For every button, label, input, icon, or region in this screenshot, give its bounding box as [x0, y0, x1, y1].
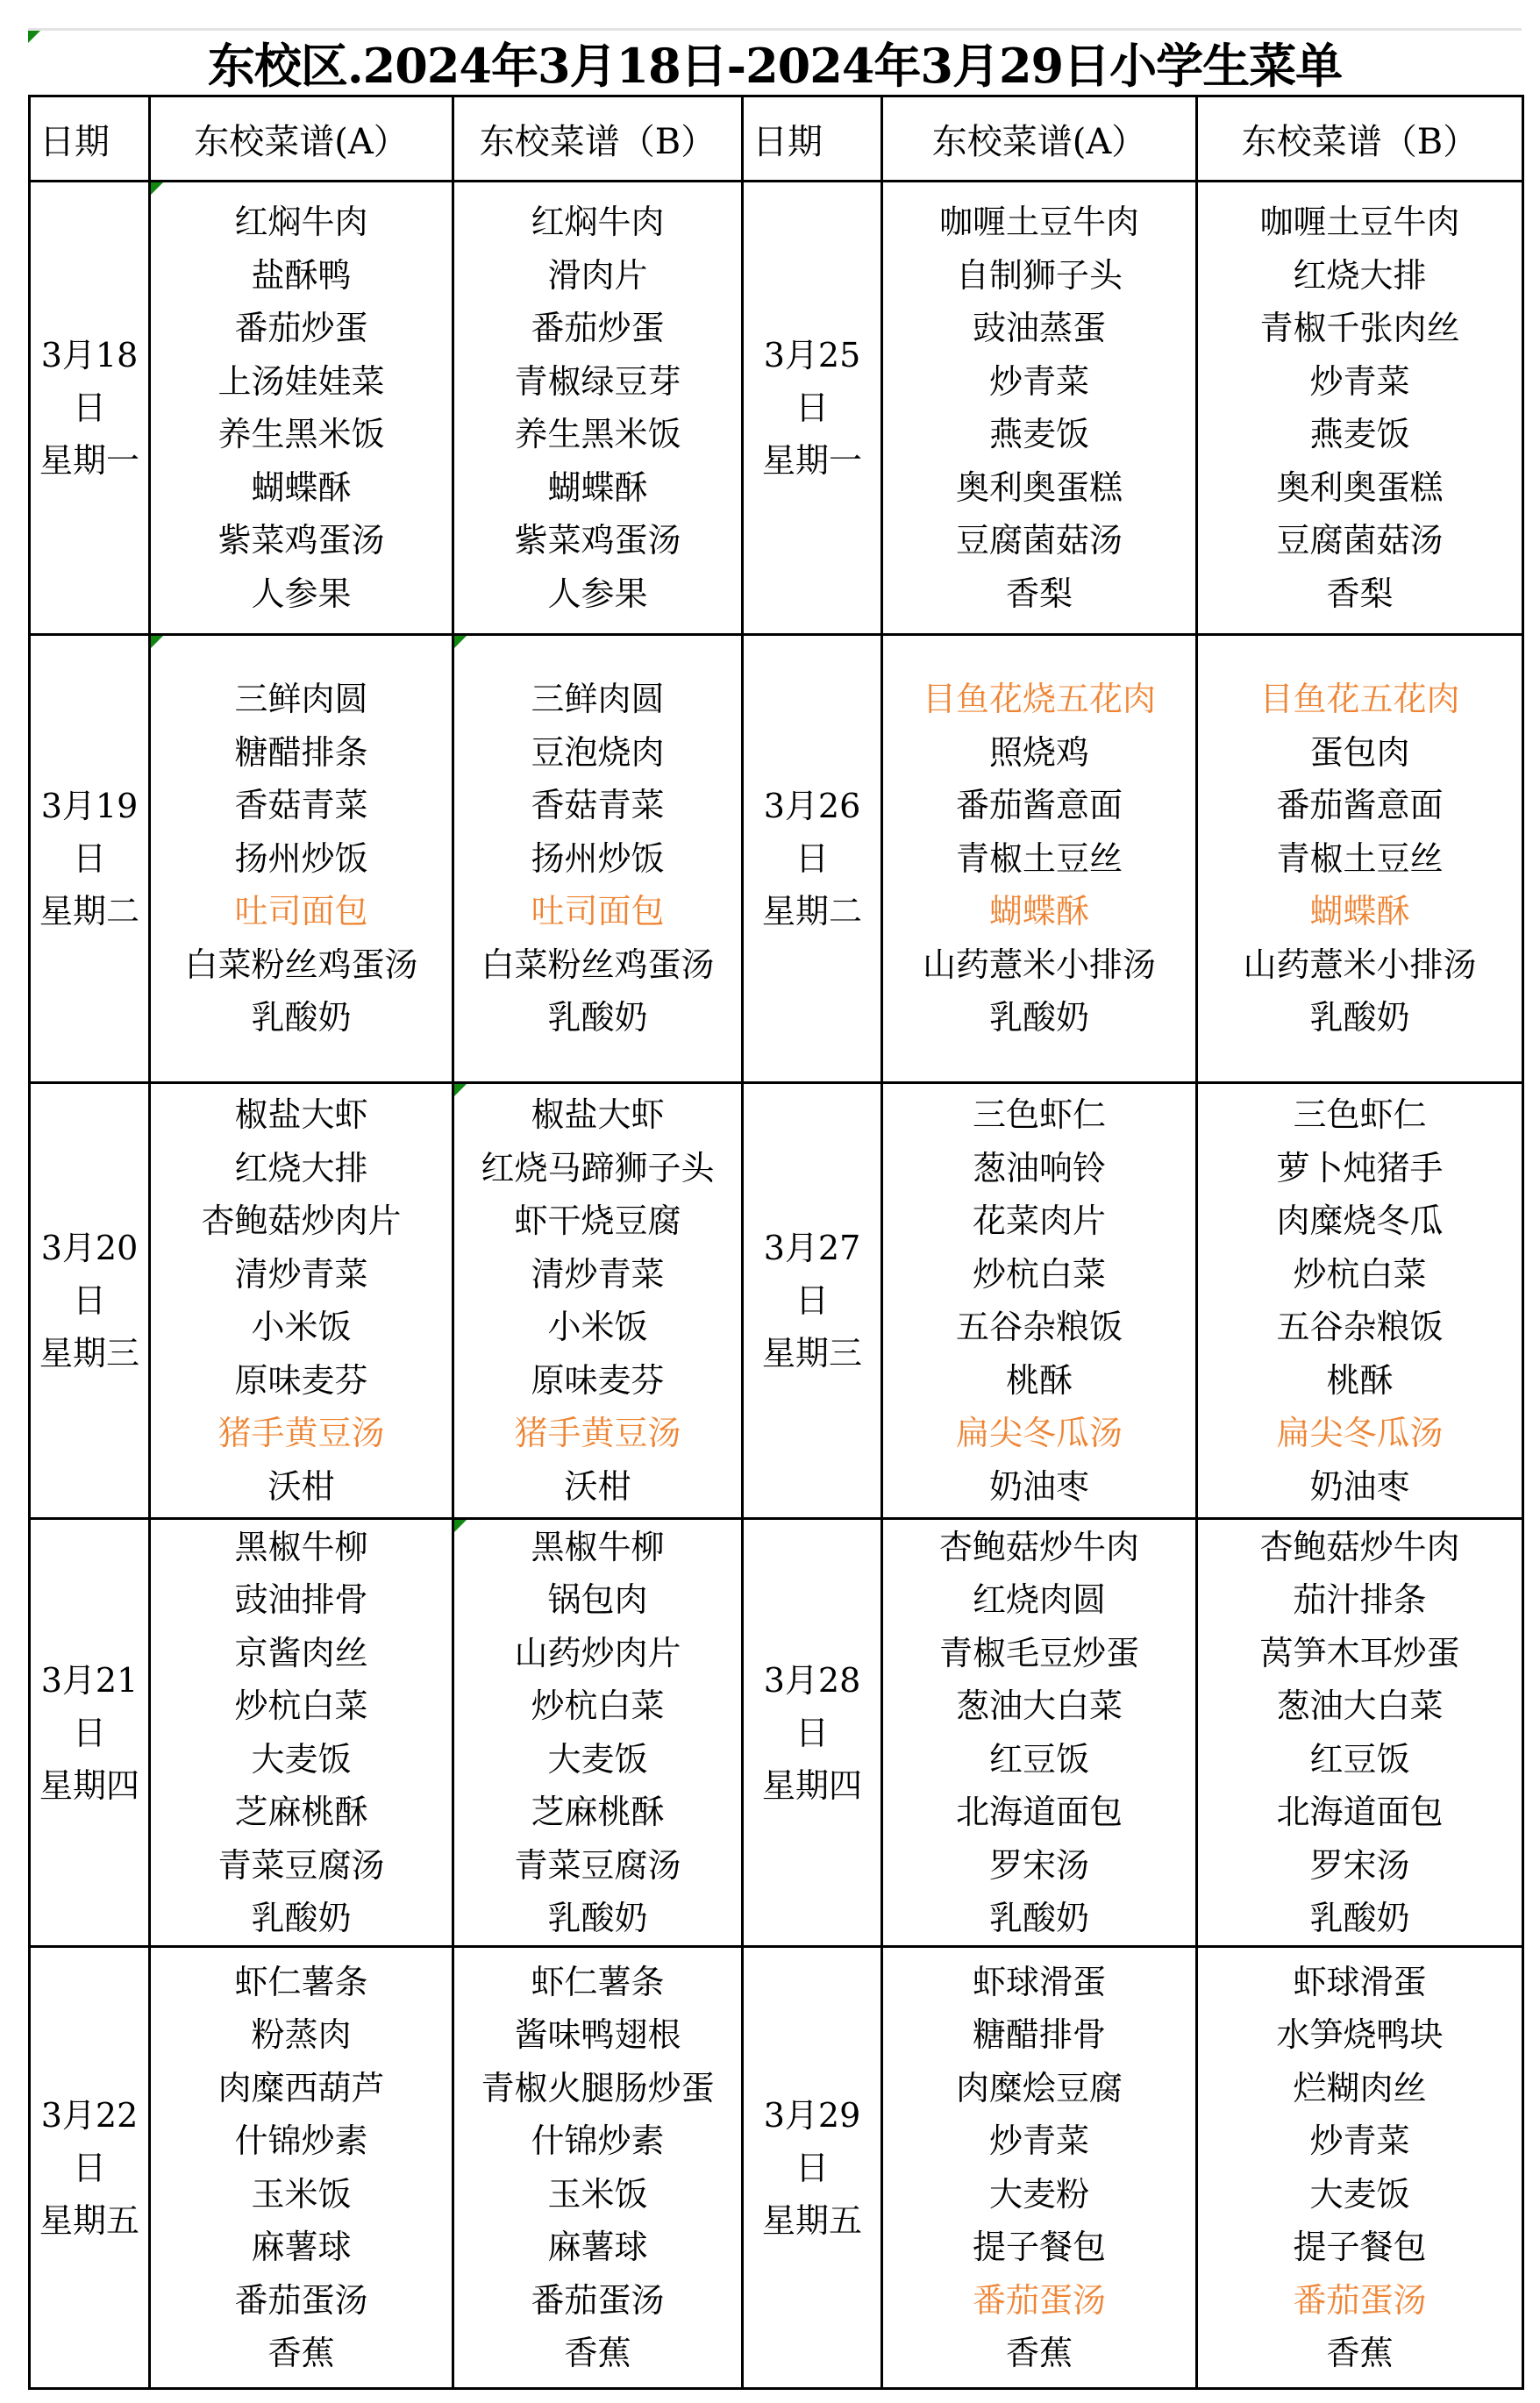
- dish-item: 番茄蛋汤: [531, 2280, 665, 2320]
- dish-item: 提子餐包: [972, 2228, 1106, 2266]
- dish-item: 红烧大排: [1293, 255, 1427, 295]
- dish-item: 番茄炒蛋: [234, 309, 368, 347]
- date-text: 3月21日: [40, 1660, 139, 1752]
- dish-item: 人参果: [547, 574, 648, 613]
- header-date: 日期: [30, 96, 150, 182]
- dish-item: 人参果: [251, 574, 352, 613]
- dish-item: 椒盐大虾: [234, 1095, 368, 1134]
- cell-comment-marker-icon: [28, 31, 40, 43]
- dish-item: 红豆饭: [988, 1739, 1089, 1779]
- menu-b-cell: [453, 182, 743, 635]
- dish-item: 上汤娃娃菜: [217, 361, 385, 401]
- menu-title: [28, 28, 1522, 95]
- dish-item: 黑椒牛柳: [531, 1527, 665, 1566]
- date-cell: [30, 1947, 150, 2389]
- dish-item: 红烧大排: [234, 1148, 368, 1187]
- dish-item: 蛋包肉: [1309, 732, 1410, 772]
- dish-item: 五谷杂粮饭: [955, 1308, 1123, 1346]
- dish-item: 养生黑米饭: [217, 415, 385, 453]
- dish-item: 扁尖冬瓜汤: [1276, 1414, 1444, 1452]
- dish-item: 山药薏米小排汤: [922, 945, 1156, 984]
- date-cell: [30, 1519, 150, 1947]
- dish-item: 莴笋木耳炒蛋: [1259, 1633, 1460, 1672]
- menu-b-cell: [1197, 1083, 1523, 1519]
- dish-item: 照烧鸡: [988, 732, 1089, 772]
- dish-item: 虾仁薯条: [531, 1962, 665, 2001]
- dish-item: 青椒毛豆炒蛋: [938, 1633, 1139, 1672]
- header-menu-b: 东校菜谱（B）: [1197, 96, 1523, 182]
- dish-item: 萝卜炖猪手: [1276, 1148, 1444, 1187]
- dish-item: 豉油蒸蛋: [972, 309, 1106, 347]
- menu-a-cell: [882, 1083, 1197, 1519]
- menu-b-cell: [1197, 182, 1523, 635]
- dish-item: 麻薯球: [251, 2228, 352, 2266]
- day-row: [30, 1083, 1523, 1519]
- dish-item: 杏鲍菇炒肉片: [201, 1202, 402, 1240]
- day-row: [30, 182, 1523, 635]
- dish-item: 三色虾仁: [1293, 1095, 1427, 1134]
- menu-a-cell: [150, 1947, 453, 2389]
- header-date: 日期: [743, 96, 882, 182]
- menu-body: [30, 182, 1523, 2389]
- dish-item: 葱油响铃: [972, 1148, 1106, 1187]
- dish-item: 目鱼花五花肉: [1259, 680, 1460, 719]
- dish-item: 什锦炒素: [234, 2121, 368, 2160]
- dish-item: 炒青菜: [988, 361, 1089, 401]
- dish-item: 豉油排骨: [234, 1580, 368, 1619]
- dish-item: 燕麦饭: [988, 415, 1089, 453]
- date-cell: [30, 182, 150, 635]
- dish-item: 番茄蛋汤: [1293, 2280, 1427, 2320]
- dish-item: 京酱肉丝: [234, 1633, 368, 1672]
- cell-comment-marker-icon: [151, 182, 163, 195]
- dish-item: 小米饭: [547, 1308, 648, 1346]
- date-cell: [743, 1519, 882, 1947]
- dish-item: 香蕉: [1326, 2334, 1394, 2372]
- dish-item: 滑肉片: [547, 255, 648, 295]
- date-cell: [743, 1947, 882, 2389]
- dish-item: 粉蒸肉: [251, 2015, 352, 2054]
- dish-item: 蝴蝶酥: [547, 467, 648, 507]
- dish-item: 花菜肉片: [972, 1202, 1106, 1240]
- dish-item: 自制狮子头: [955, 255, 1123, 295]
- dish-item: 豆泡烧肉: [531, 732, 665, 772]
- date-text: 3月25日: [763, 336, 861, 427]
- dish-item: 北海道面包: [955, 1793, 1123, 1831]
- dish-item: 肉糜烧冬瓜: [1276, 1202, 1444, 1240]
- dish-item: 吐司面包: [531, 892, 665, 931]
- menu-b-cell: [1197, 635, 1523, 1083]
- date-cell: [743, 182, 882, 635]
- menu-b-cell: [1197, 1519, 1523, 1947]
- dish-item: 吐司面包: [234, 892, 368, 931]
- dish-item: 乳酸奶: [988, 998, 1089, 1037]
- dish-item: 紫菜鸡蛋汤: [217, 521, 385, 560]
- dish-item: 番茄蛋汤: [972, 2280, 1106, 2320]
- dish-item: 扬州炒饭: [531, 838, 665, 878]
- menu-a-cell: [882, 635, 1197, 1083]
- dish-item: 清炒青菜: [234, 1254, 368, 1294]
- dish-item: 白菜粉丝鸡蛋汤: [481, 945, 715, 984]
- date-text: 3月20日: [40, 1229, 139, 1320]
- dish-item: 沃柑: [267, 1466, 335, 1506]
- dish-item: 椒盐大虾: [531, 1095, 665, 1134]
- dish-item: 原味麦芬: [234, 1360, 368, 1400]
- dish-item: 杏鲍菇炒牛肉: [1259, 1527, 1460, 1566]
- dish-item: 水笋烧鸭块: [1276, 2015, 1444, 2054]
- dish-item: 蝴蝶酥: [988, 892, 1089, 931]
- dish-item: 炒杭白菜: [1293, 1254, 1427, 1294]
- weekday-text: 星期三: [39, 1334, 139, 1373]
- dish-item: 大麦饭: [547, 1739, 648, 1779]
- dish-item: 紫菜鸡蛋汤: [514, 521, 681, 560]
- dish-item: 杏鲍菇炒牛肉: [938, 1527, 1139, 1566]
- dish-item: 糖醋排骨: [972, 2015, 1106, 2054]
- dish-item: 罗宋汤: [1309, 1845, 1410, 1885]
- dish-item: 大麦饭: [251, 1739, 352, 1779]
- header-menu-a: 东校菜谱(A）: [150, 96, 453, 182]
- menu-a-cell: [150, 635, 453, 1083]
- dish-item: 青椒绿豆芽: [514, 361, 681, 401]
- dish-item: 虾球滑蛋: [972, 1962, 1106, 2001]
- dish-item: 咖喱土豆牛肉: [1259, 203, 1460, 241]
- weekday-text: 星期二: [39, 892, 139, 931]
- dish-item: 玉米饭: [547, 2174, 648, 2214]
- dish-item: 香蕉: [1005, 2334, 1073, 2372]
- date-text: 3月26日: [763, 787, 861, 878]
- menu-title-text: 东校区.2024年3月18日-2024年3月29日小学生菜单: [207, 38, 1343, 94]
- weekday-text: 星期五: [39, 2200, 139, 2240]
- cell-comment-marker-icon: [151, 636, 163, 648]
- day-row: [30, 1519, 1523, 1947]
- dish-item: 清炒青菜: [531, 1254, 665, 1294]
- dish-item: 三色虾仁: [972, 1095, 1106, 1134]
- cell-comment-marker-icon: [454, 1520, 467, 1532]
- dish-item: 乳酸奶: [251, 1899, 352, 1937]
- dish-item: 乳酸奶: [988, 1899, 1089, 1937]
- dish-item: 肉糜烩豆腐: [955, 2068, 1123, 2107]
- dish-item: 养生黑米饭: [514, 415, 681, 453]
- dish-item: 奶油枣: [988, 1466, 1089, 1506]
- weekday-text: 星期四: [761, 1765, 862, 1805]
- dish-item: 桃酥: [1326, 1360, 1394, 1400]
- dish-item: 番茄炒蛋: [531, 309, 665, 347]
- dish-item: 炒青菜: [1309, 2121, 1410, 2160]
- dish-item: 香蕉: [564, 2334, 631, 2372]
- dish-item: 豆腐菌菇汤: [1276, 521, 1444, 560]
- dish-item: 芝麻桃酥: [234, 1793, 368, 1831]
- dish-item: 盐酥鸭: [251, 255, 352, 295]
- dish-item: 烂糊肉丝: [1293, 2068, 1427, 2107]
- dish-item: 麻薯球: [547, 2228, 648, 2266]
- header-row: [30, 96, 1523, 182]
- dish-item: 青菜豆腐汤: [514, 1845, 681, 1885]
- dish-item: 红烧马蹄狮子头: [481, 1148, 715, 1187]
- date-text: 3月18日: [40, 336, 139, 427]
- menu-b-cell: [1197, 1947, 1523, 2389]
- menu-b-cell: [453, 1083, 743, 1519]
- dish-item: 白菜粉丝鸡蛋汤: [184, 945, 418, 984]
- dish-item: 猪手黄豆汤: [514, 1414, 681, 1452]
- menu-table: [28, 95, 1524, 2390]
- dish-item: 炒杭白菜: [972, 1254, 1106, 1294]
- dish-item: 蝴蝶酥: [1309, 892, 1410, 931]
- dish-item: 小米饭: [251, 1308, 352, 1346]
- weekday-text: 星期五: [761, 2200, 862, 2240]
- date-text: 3月27日: [763, 1229, 861, 1320]
- dish-item: 山药炒肉片: [514, 1633, 681, 1672]
- dish-item: 红焖牛肉: [234, 203, 368, 241]
- dish-item: 原味麦芬: [531, 1360, 665, 1400]
- date-text: 3月19日: [40, 787, 139, 878]
- dish-item: 炒青菜: [1309, 361, 1410, 401]
- cell-comment-marker-icon: [454, 636, 467, 648]
- dish-item: 茄汁排条: [1293, 1580, 1427, 1619]
- dish-item: 罗宋汤: [988, 1845, 1089, 1885]
- date-cell: [30, 1083, 150, 1519]
- date-text: 3月29日: [763, 2095, 861, 2187]
- dish-item: 青椒千张肉丝: [1259, 309, 1460, 347]
- menu-b-cell: [453, 635, 743, 1083]
- dish-item: 肉糜西葫芦: [217, 2068, 385, 2107]
- dish-item: 香梨: [1005, 574, 1073, 613]
- dish-item: 五谷杂粮饭: [1276, 1308, 1444, 1346]
- dish-item: 咖喱土豆牛肉: [938, 203, 1139, 241]
- dish-item: 香菇青菜: [234, 786, 368, 825]
- weekday-text: 星期一: [761, 441, 862, 480]
- dish-item: 三鲜肉圆: [531, 680, 665, 719]
- dish-item: 黑椒牛柳: [234, 1527, 368, 1566]
- dish-item: 番茄酱意面: [1276, 786, 1444, 825]
- menu-a-cell: [150, 1519, 453, 1947]
- menu-a-cell: [882, 1947, 1197, 2389]
- dish-item: 乳酸奶: [547, 998, 648, 1037]
- day-row: [30, 1947, 1523, 2389]
- menu-b-cell: [453, 1519, 743, 1947]
- weekday-text: 星期一: [39, 441, 139, 480]
- dish-item: 红豆饭: [1309, 1739, 1410, 1779]
- date-text: 3月22日: [40, 2095, 139, 2187]
- menu-sheet: [28, 28, 1522, 2390]
- dish-item: 红焖牛肉: [531, 203, 665, 241]
- header-menu-a: 东校菜谱(A）: [882, 96, 1197, 182]
- date-cell: [743, 1083, 882, 1519]
- dish-item: 青椒土豆丝: [955, 838, 1123, 878]
- dish-item: 锅包肉: [547, 1580, 648, 1619]
- dish-item: 虾球滑蛋: [1293, 1962, 1427, 2001]
- dish-item: 香蕉: [267, 2334, 335, 2372]
- weekday-text: 星期三: [761, 1334, 862, 1373]
- menu-a-cell: [882, 182, 1197, 635]
- dish-item: 三鲜肉圆: [234, 680, 368, 719]
- menu-b-cell: [453, 1947, 743, 2389]
- menu-a-cell: [882, 1519, 1197, 1947]
- dish-item: 北海道面包: [1276, 1793, 1444, 1831]
- dish-item: 葱油大白菜: [1276, 1686, 1444, 1725]
- dish-item: 扬州炒饭: [234, 838, 368, 878]
- date-cell: [30, 635, 150, 1083]
- dish-item: 酱味鸭翅根: [514, 2015, 681, 2054]
- weekday-text: 星期四: [39, 1765, 139, 1805]
- dish-item: 乳酸奶: [1309, 998, 1410, 1037]
- dish-item: 番茄蛋汤: [234, 2280, 368, 2320]
- dish-item: 乳酸奶: [251, 998, 352, 1037]
- dish-item: 青椒火腿肠炒蛋: [481, 2068, 715, 2107]
- weekday-text: 星期二: [761, 892, 862, 931]
- dish-item: 红烧肉圆: [972, 1580, 1106, 1619]
- dish-item: 目鱼花烧五花肉: [922, 680, 1156, 719]
- dish-item: 芝麻桃酥: [531, 1793, 665, 1831]
- dish-item: 大麦粉: [988, 2174, 1089, 2214]
- day-row: [30, 635, 1523, 1083]
- cell-comment-marker-icon: [454, 1084, 467, 1096]
- dish-item: 山药薏米小排汤: [1243, 945, 1477, 984]
- dish-item: 炒杭白菜: [531, 1686, 665, 1725]
- header-menu-b: 东校菜谱（B）: [453, 96, 743, 182]
- dish-item: 番茄酱意面: [955, 786, 1123, 825]
- dish-item: 奶油枣: [1309, 1466, 1410, 1506]
- dish-item: 什锦炒素: [531, 2121, 665, 2160]
- dish-item: 蝴蝶酥: [251, 467, 352, 507]
- dish-item: 炒青菜: [988, 2121, 1089, 2160]
- dish-item: 燕麦饭: [1309, 415, 1410, 453]
- dish-item: 炒杭白菜: [234, 1686, 368, 1725]
- dish-item: 桃酥: [1005, 1360, 1073, 1400]
- dish-item: 香梨: [1326, 574, 1394, 613]
- menu-a-cell: [150, 1083, 453, 1519]
- date-text: 3月28日: [763, 1660, 861, 1752]
- dish-item: 乳酸奶: [547, 1899, 648, 1937]
- dish-item: 豆腐菌菇汤: [955, 521, 1123, 560]
- dish-item: 奥利奥蛋糕: [1276, 467, 1444, 507]
- dish-item: 香菇青菜: [531, 786, 665, 825]
- dish-item: 玉米饭: [251, 2174, 352, 2214]
- date-cell: [743, 635, 882, 1083]
- dish-item: 奥利奥蛋糕: [955, 467, 1123, 507]
- dish-item: 沃柑: [564, 1466, 631, 1506]
- dish-item: 扁尖冬瓜汤: [955, 1414, 1123, 1452]
- menu-a-cell: [150, 182, 453, 635]
- dish-item: 糖醋排条: [234, 732, 368, 772]
- dish-item: 虾干烧豆腐: [514, 1202, 681, 1240]
- dish-item: 青椒土豆丝: [1276, 838, 1444, 878]
- dish-item: 葱油大白菜: [955, 1686, 1123, 1725]
- dish-item: 虾仁薯条: [234, 1962, 368, 2001]
- dish-item: 乳酸奶: [1309, 1899, 1410, 1937]
- dish-item: 青菜豆腐汤: [217, 1845, 385, 1885]
- dish-item: 猪手黄豆汤: [217, 1414, 385, 1452]
- dish-item: 大麦饭: [1309, 2174, 1410, 2214]
- dish-item: 提子餐包: [1293, 2228, 1427, 2266]
